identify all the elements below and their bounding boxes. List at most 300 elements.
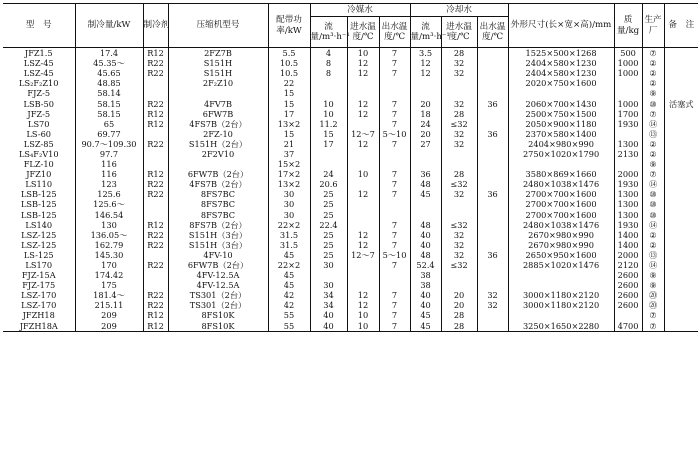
manufacturer-cell — [642, 280, 664, 290]
cooling-flow-cell — [410, 159, 441, 169]
mass-cell — [614, 129, 642, 139]
cooling-inlet-cell — [441, 159, 477, 169]
dimensions-cell: 2370×580×1400 — [508, 129, 614, 139]
power-cell: 30 — [268, 199, 310, 209]
power-cell: 10.5 — [268, 58, 310, 68]
model-cell: JFZ1.5 — [24, 48, 53, 59]
remarks-cell — [664, 270, 698, 280]
mass-cell: 500 — [614, 48, 642, 59]
chilled-inlet-cell: 12 — [347, 109, 379, 119]
power-cell: 13×2 — [268, 179, 310, 189]
cooling-inlet-cell: 28 — [441, 169, 477, 179]
chilled-outlet-cell: 7 — [379, 230, 410, 240]
manufacturer-cell — [642, 98, 664, 108]
mass-cell: 2600 — [614, 270, 642, 280]
cooling-outlet-cell — [477, 149, 508, 159]
compressor-cell: 4FS7B（2台） — [168, 119, 268, 129]
cooling-inlet-cell: 28 — [441, 321, 477, 332]
mass-cell — [614, 88, 642, 98]
cooling-outlet-cell: 32 — [477, 300, 508, 310]
chilled-flow-cell: 34 — [310, 290, 347, 300]
cooling-flow-cell: 20 — [410, 98, 441, 108]
capacity-cell: 130 — [75, 220, 143, 230]
refrigerant-cell — [143, 129, 168, 139]
remarks-cell — [664, 159, 698, 169]
manufacturer-cell — [642, 109, 664, 119]
manufacturer-cell — [642, 220, 664, 230]
chilled-flow-cell: 30 — [310, 260, 347, 270]
refrigerant-cell: R12 — [143, 220, 168, 230]
cooling-flow-cell — [410, 149, 441, 159]
header-mass: 质量/kg — [614, 4, 642, 48]
chilled-outlet-cell: 5～10 — [379, 250, 410, 260]
chilled-flow-cell — [310, 88, 347, 98]
manufacturer-cell — [642, 88, 664, 98]
cooling-outlet-cell — [477, 280, 508, 290]
chilled-outlet-cell: 7 — [379, 179, 410, 189]
chilled-flow-cell: 25 — [310, 230, 347, 240]
compressor-cell: TS301（2台） — [168, 290, 268, 300]
manufacturer-code: ⑳ — [648, 300, 658, 311]
manufacturer-code: ⑦ — [649, 169, 657, 180]
mass-cell: 1400 — [614, 240, 642, 250]
chilled-inlet-cell: 12～7 — [347, 129, 379, 139]
table-row — [3, 210, 698, 220]
manufacturer-cell — [642, 169, 664, 179]
mass-cell: 1300 — [614, 189, 642, 199]
mass-cell — [614, 310, 642, 320]
dimensions-cell: 2670×980×990 — [508, 240, 614, 250]
chilled-inlet-cell: 12 — [347, 139, 379, 149]
cooling-outlet-cell — [477, 260, 508, 270]
power-cell: 22×2 — [268, 220, 310, 230]
mass-cell: 1930 — [614, 220, 642, 230]
refrigerant-cell: R22 — [143, 68, 168, 78]
chilled-flow-cell — [310, 159, 347, 169]
model-cell: LSB-125 — [20, 189, 57, 200]
cooling-inlet-cell: 32 — [441, 98, 477, 108]
chilled-outlet-cell: 7 — [379, 109, 410, 119]
manufacturer-cell — [642, 58, 664, 68]
dimensions-cell: 2670×980×990 — [508, 230, 614, 240]
refrigerant-cell: R22 — [143, 260, 168, 270]
compressor-cell: S151H（2台） — [168, 139, 268, 149]
chilled-flow-cell: 11.2 — [310, 119, 347, 129]
specs-table — [3, 3, 698, 332]
capacity-cell: 125.6 — [75, 189, 143, 199]
table-row — [3, 68, 698, 78]
compressor-cell: S151H（3台） — [168, 230, 268, 240]
cooling-inlet-cell: 28 — [441, 310, 477, 320]
compressor-cell — [168, 159, 268, 169]
cooling-flow-cell: 52.4 — [410, 260, 441, 270]
dimensions-cell: 2700×700×1600 — [508, 189, 614, 199]
chilled-flow-cell: 34 — [310, 300, 347, 310]
cooling-inlet-cell: 32 — [441, 58, 477, 68]
cooling-flow-cell — [410, 78, 441, 88]
remarks-cell — [664, 260, 698, 270]
capacity-cell: 215.11 — [75, 300, 143, 310]
chilled-flow-cell: 25 — [310, 250, 347, 260]
mass-cell: 1400 — [614, 230, 642, 240]
compressor-cell: S151H（3台） — [168, 240, 268, 250]
cooling-flow-cell: 18 — [410, 109, 441, 119]
model-cell: FJZ-5 — [27, 88, 51, 99]
chilled-inlet-cell: 10 — [347, 310, 379, 320]
header-cooling-water: 冷却水 — [410, 4, 508, 17]
refrigerant-cell — [143, 250, 168, 260]
remarks-cell — [664, 189, 698, 199]
cooling-flow-cell: 45 — [410, 321, 441, 332]
model-cell: LS170 — [25, 260, 53, 271]
capacity-cell: 58.15 — [75, 98, 143, 108]
cooling-outlet-cell — [477, 78, 508, 88]
cooling-inlet-cell: 32 — [441, 139, 477, 149]
chilled-outlet-cell — [379, 280, 410, 290]
chilled-outlet-cell — [379, 270, 410, 280]
cooling-outlet-cell — [477, 230, 508, 240]
manufacturer-code: ⑨ — [649, 270, 657, 281]
chilled-inlet-cell: 10 — [347, 321, 379, 332]
mass-cell: 2130 — [614, 149, 642, 159]
chilled-flow-cell: 15 — [310, 129, 347, 139]
cooling-flow-cell: 12 — [410, 58, 441, 68]
mass-cell: 1300 — [614, 210, 642, 220]
power-cell: 45 — [268, 250, 310, 260]
capacity-cell: 90.7～109.30 — [75, 139, 143, 149]
model-cell: FLZ-10 — [23, 159, 54, 170]
chilled-outlet-cell: 7 — [379, 98, 410, 108]
dimensions-cell: 1525×500×1268 — [508, 48, 614, 59]
refrigerant-cell: R22 — [143, 179, 168, 189]
cooling-outlet-cell — [477, 210, 508, 220]
cooling-inlet-cell — [441, 78, 477, 88]
capacity-cell: 136.05～ — [75, 230, 143, 240]
manufacturer-cell — [642, 310, 664, 320]
compressor-cell: 8FS7BC — [168, 189, 268, 199]
model-cell: LSB-50 — [23, 98, 54, 109]
chilled-flow-cell: 40 — [310, 310, 347, 320]
manufacturer-code: ⑭ — [648, 179, 658, 190]
model-cell: FJZ-175 — [22, 280, 56, 291]
remarks-cell — [664, 280, 698, 290]
capacity-cell: 48.85 — [75, 78, 143, 88]
cooling-outlet-cell — [477, 240, 508, 250]
cooling-outlet-cell — [477, 109, 508, 119]
capacity-cell: 97.7 — [75, 149, 143, 159]
dimensions-cell: 2060×700×1430 — [508, 98, 614, 108]
refrigerant-cell — [143, 78, 168, 88]
power-cell: 37 — [268, 149, 310, 159]
power-cell: 42 — [268, 300, 310, 310]
remarks-cell — [664, 210, 698, 220]
model-cell: LS₂F₂Z10 — [19, 78, 59, 89]
cooling-outlet-cell: 32 — [477, 290, 508, 300]
table-row — [3, 98, 698, 108]
mass-cell: 1930 — [614, 119, 642, 129]
chilled-flow-cell: 10 — [310, 109, 347, 119]
chilled-inlet-cell — [347, 119, 379, 129]
mass-cell: 2120 — [614, 260, 642, 270]
manufacturer-cell — [642, 321, 664, 332]
dimensions-cell — [508, 270, 614, 280]
cooling-inlet-cell: 32 — [441, 230, 477, 240]
table-row — [3, 240, 698, 250]
cooling-flow-cell: 3.5 — [410, 48, 441, 59]
refrigerant-cell: R22 — [143, 290, 168, 300]
compressor-cell: 2FZ-10 — [168, 129, 268, 139]
chilled-inlet-cell: 10 — [347, 48, 379, 59]
chilled-outlet-cell: 5～10 — [379, 129, 410, 139]
remarks-cell — [664, 290, 698, 300]
cooling-outlet-cell — [477, 310, 508, 320]
remarks-cell — [664, 300, 698, 310]
manufacturer-cell — [642, 270, 664, 280]
chilled-inlet-cell — [347, 280, 379, 290]
dimensions-cell: 2020×750×1600 — [508, 78, 614, 88]
mass-cell: 2600 — [614, 290, 642, 300]
table-row — [3, 260, 698, 270]
cooling-flow-cell: 24 — [410, 119, 441, 129]
compressor-cell: 6FW7B（2台） — [168, 260, 268, 270]
power-cell: 21 — [268, 139, 310, 149]
chilled-inlet-cell: 10 — [347, 169, 379, 179]
table-row — [3, 280, 698, 290]
refrigerant-cell: R22 — [143, 98, 168, 108]
chilled-outlet-cell — [379, 159, 410, 169]
header-manufacturer: 生产厂 — [642, 4, 664, 48]
remarks-cell — [664, 321, 698, 332]
remarks-cell — [664, 310, 698, 320]
refrigerant-cell — [143, 270, 168, 280]
compressor-cell: 4FV-12.5A — [168, 270, 268, 280]
compressor-cell: 2F₂Z10 — [168, 78, 268, 88]
chilled-outlet-cell: 7 — [379, 321, 410, 332]
cooling-outlet-cell — [477, 270, 508, 280]
cooling-outlet-cell — [477, 48, 508, 59]
capacity-cell: 58.15 — [75, 109, 143, 119]
refrigerant-cell: R22 — [143, 300, 168, 310]
cooling-flow-cell: 48 — [410, 250, 441, 260]
cooling-inlet-cell: 32 — [441, 240, 477, 250]
manufacturer-cell — [642, 260, 664, 270]
model-cell: LS-60 — [26, 128, 52, 139]
manufacturer-code: ② — [649, 239, 657, 250]
dimensions-cell: 2404×580×1230 — [508, 68, 614, 78]
chilled-flow-cell: 20.6 — [310, 179, 347, 189]
manufacturer-code: ⑦ — [649, 108, 657, 119]
manufacturer-cell — [642, 189, 664, 199]
capacity-cell: 181.4～ — [75, 290, 143, 300]
cooling-inlet-cell: 20 — [441, 300, 477, 310]
manufacturer-cell — [642, 240, 664, 250]
power-cell: 55 — [268, 310, 310, 320]
table-row — [3, 78, 698, 88]
capacity-cell: 146.54 — [75, 210, 143, 220]
capacity-cell: 123 — [75, 179, 143, 189]
model-cell: LS110 — [25, 179, 53, 190]
capacity-cell: 174.42 — [75, 270, 143, 280]
power-cell: 15×2 — [268, 159, 310, 169]
manufacturer-cell — [642, 78, 664, 88]
cooling-flow-cell: 38 — [410, 270, 441, 280]
cooling-inlet-cell: 32 — [441, 68, 477, 78]
chilled-outlet-cell: 7 — [379, 220, 410, 230]
dimensions-cell — [508, 280, 614, 290]
manufacturer-cell — [642, 230, 664, 240]
manufacturer-code: ⑦ — [649, 320, 657, 331]
cooling-flow-cell: 40 — [410, 230, 441, 240]
chilled-outlet-cell — [379, 78, 410, 88]
model-cell: LSZ-45 — [23, 68, 54, 79]
compressor-cell — [168, 88, 268, 98]
manufacturer-cell — [642, 129, 664, 139]
dimensions-cell — [508, 310, 614, 320]
table-row — [3, 189, 698, 199]
header-model: 型 号 — [3, 4, 75, 48]
cooling-outlet-cell: 36 — [477, 250, 508, 260]
table-row — [3, 179, 698, 189]
compressor-cell: 8FS7B（2台） — [168, 220, 268, 230]
chilled-outlet-cell — [379, 88, 410, 98]
remarks-cell — [664, 179, 698, 189]
chilled-outlet-cell: 7 — [379, 189, 410, 199]
remarks-cell — [664, 220, 698, 230]
power-cell: 22×2 — [268, 260, 310, 270]
cooling-flow-cell: 27 — [410, 139, 441, 149]
remarks-cell — [664, 149, 698, 159]
chilled-flow-cell: 8 — [310, 68, 347, 78]
manufacturer-code: ⑭ — [648, 260, 658, 271]
manufacturer-cell — [642, 300, 664, 310]
dimensions-cell — [508, 88, 614, 98]
chilled-inlet-cell — [347, 159, 379, 169]
remarks-cell — [664, 199, 698, 209]
power-cell: 13×2 — [268, 119, 310, 129]
model-cell: LSB-125 — [20, 199, 57, 210]
chilled-inlet-cell — [347, 210, 379, 220]
cooling-outlet-cell — [477, 179, 508, 189]
dimensions-cell: 2404×980×990 — [508, 139, 614, 149]
capacity-cell: 209 — [75, 310, 143, 320]
chilled-outlet-cell: 7 — [379, 139, 410, 149]
header-cooling-inlet: 进水温度/℃ — [441, 17, 477, 48]
table-row — [3, 109, 698, 119]
capacity-cell: 65 — [75, 119, 143, 129]
cooling-flow-cell — [410, 199, 441, 209]
model-cell: LS70 — [28, 118, 50, 129]
compressor-cell: TS301（2台） — [168, 300, 268, 310]
mass-cell: 1000 — [614, 68, 642, 78]
chilled-outlet-cell: 7 — [379, 290, 410, 300]
remarks-cell — [664, 58, 698, 68]
manufacturer-code: ⑨ — [649, 280, 657, 291]
remarks-cell — [664, 68, 698, 78]
mass-cell: 4700 — [614, 321, 642, 332]
chilled-outlet-cell: 7 — [379, 240, 410, 250]
chilled-inlet-cell — [347, 270, 379, 280]
cooling-inlet-cell: ≤32 — [441, 119, 477, 129]
model-cell: LSZ-170 — [21, 290, 57, 301]
chilled-inlet-cell — [347, 78, 379, 88]
refrigerant-cell: R12 — [143, 119, 168, 129]
power-cell: 17×2 — [268, 169, 310, 179]
chilled-outlet-cell — [379, 210, 410, 220]
cooling-flow-cell: 40 — [410, 240, 441, 250]
chilled-outlet-cell — [379, 199, 410, 209]
table-row — [3, 300, 698, 310]
chilled-inlet-cell: 12 — [347, 230, 379, 240]
table-row — [3, 310, 698, 320]
compressor-cell: S151H — [168, 58, 268, 68]
dimensions-cell: 2700×700×1600 — [508, 210, 614, 220]
cooling-flow-cell: 48 — [410, 179, 441, 189]
cooling-flow-cell: 45 — [410, 189, 441, 199]
manufacturer-code: ② — [649, 68, 657, 79]
refrigerant-cell: R12 — [143, 48, 168, 59]
remarks-cell: 活塞式 — [664, 88, 698, 118]
cooling-inlet-cell — [441, 149, 477, 159]
table-row — [3, 250, 698, 260]
chilled-outlet-cell — [379, 149, 410, 159]
model-cell: LSB-125 — [20, 209, 57, 220]
chilled-inlet-cell: 12 — [347, 68, 379, 78]
cooling-inlet-cell: ≤32 — [441, 179, 477, 189]
chilled-flow-cell: 30 — [310, 280, 347, 290]
remarks-cell — [664, 119, 698, 129]
power-cell: 15 — [268, 88, 310, 98]
model-cell: JFZ-5 — [27, 108, 51, 119]
chilled-flow-cell: 22.4 — [310, 220, 347, 230]
mass-cell: 1930 — [614, 179, 642, 189]
compressor-cell: 4FS7B（2台） — [168, 179, 268, 189]
refrigerant-cell: R22 — [143, 240, 168, 250]
cooling-outlet-cell — [477, 58, 508, 68]
cooling-inlet-cell: 32 — [441, 250, 477, 260]
manufacturer-code: ② — [649, 78, 657, 89]
power-cell: 31.5 — [268, 230, 310, 240]
mass-cell: 2600 — [614, 300, 642, 310]
table-row — [3, 321, 698, 332]
mass-cell: 1000 — [614, 98, 642, 108]
header-compressor: 压缩机型号 — [168, 4, 268, 48]
chilled-flow-cell: 10 — [310, 98, 347, 108]
cooling-inlet-cell: 28 — [441, 109, 477, 119]
refrigerant-cell: R12 — [143, 321, 168, 332]
header-chilled-outlet: 出水温度/℃ — [379, 17, 410, 48]
chilled-inlet-cell: 12 — [347, 300, 379, 310]
chilled-outlet-cell: 7 — [379, 300, 410, 310]
manufacturer-code: ⑩ — [649, 199, 657, 210]
manufacturer-cell — [642, 199, 664, 209]
mass-cell: 1000 — [614, 58, 642, 68]
dimensions-cell: 2700×700×1600 — [508, 199, 614, 209]
refrigerant-cell: R12 — [143, 169, 168, 179]
power-cell: 17 — [268, 109, 310, 119]
manufacturer-code: ⑬ — [648, 249, 658, 260]
power-cell: 30 — [268, 210, 310, 220]
cooling-inlet-cell: ≤32 — [441, 220, 477, 230]
manufacturer-cell — [642, 210, 664, 220]
table-row — [3, 230, 698, 240]
mass-cell: 2600 — [614, 280, 642, 290]
table-row — [3, 129, 698, 139]
capacity-cell: 58.14 — [75, 88, 143, 98]
chilled-inlet-cell: 12 — [347, 189, 379, 199]
model-cell: JFZH18 — [22, 310, 55, 321]
header-refrigerant: 制冷剂 — [143, 4, 168, 48]
compressor-cell: 4FV7B — [168, 98, 268, 108]
